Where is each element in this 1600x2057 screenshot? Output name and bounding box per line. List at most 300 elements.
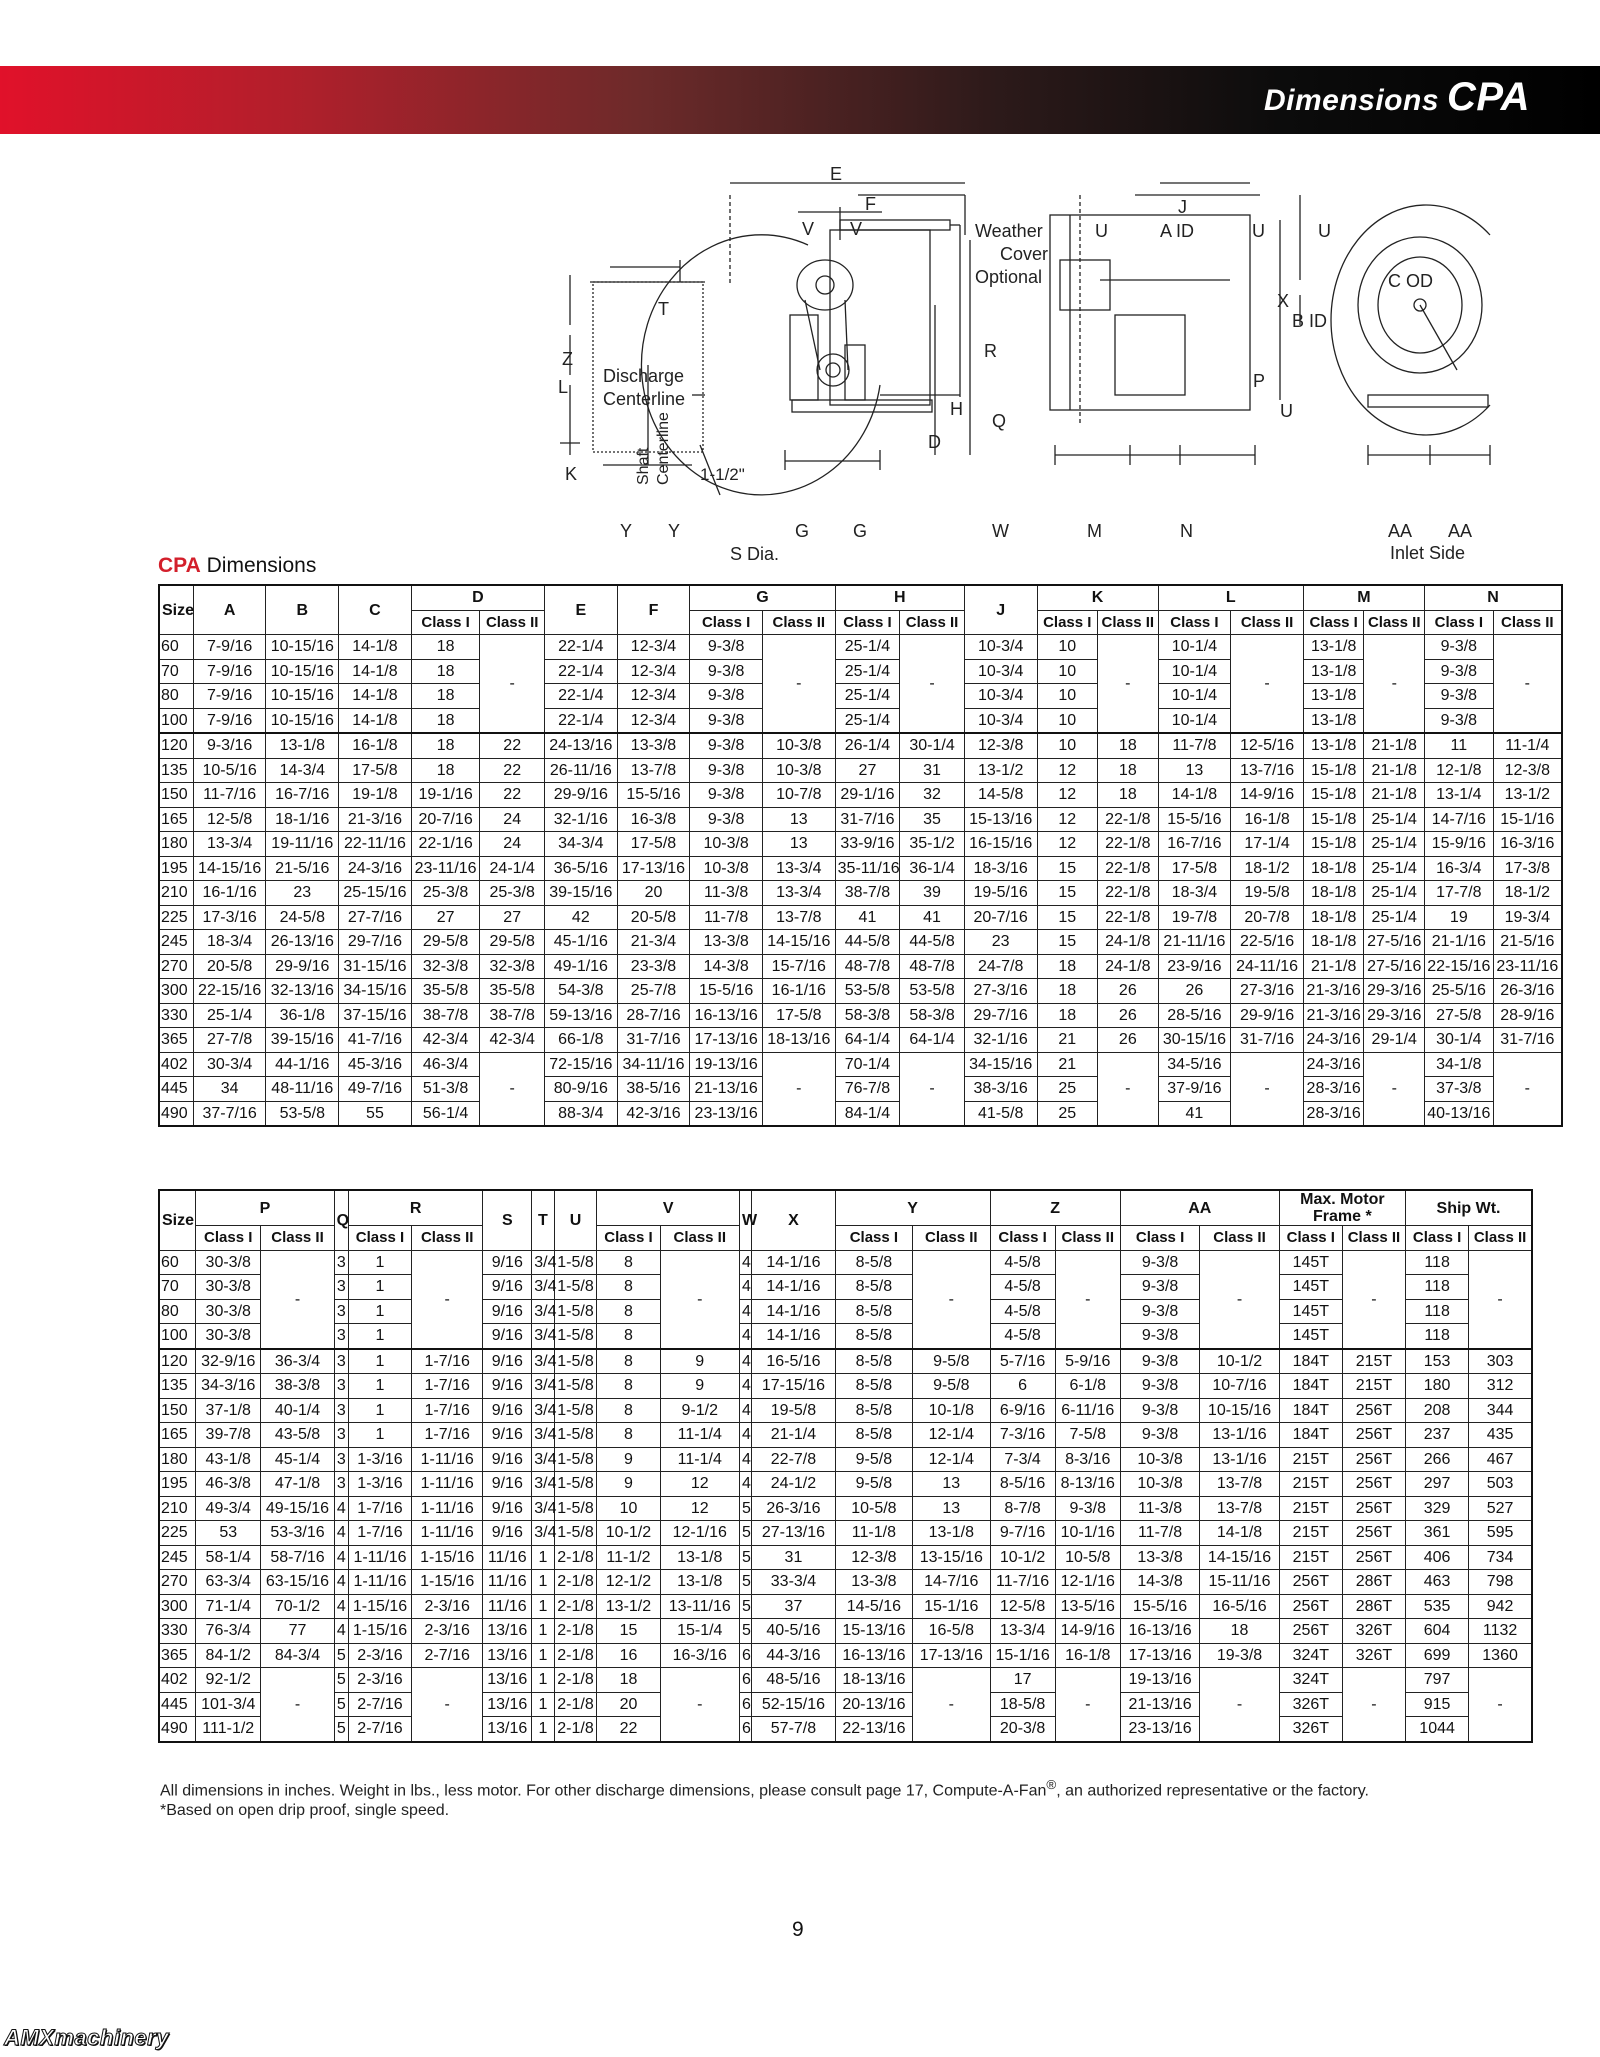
table-cell: 1-11/16 [412, 1496, 483, 1521]
table-cell: 2-7/16 [412, 1643, 483, 1668]
row-size: 60 [159, 1250, 196, 1275]
table-cell: 13-3/4 [762, 881, 835, 906]
table-cell: 18-1/16 [266, 807, 339, 832]
table-cell: 5 [334, 1717, 348, 1742]
table-cell: 118 [1406, 1275, 1469, 1300]
table-cell: 4 [739, 1299, 751, 1324]
table-cell: 53-5/8 [835, 979, 900, 1004]
table-cell: 25-1/4 [1364, 881, 1425, 906]
table-cell: 11-7/16 [193, 783, 266, 808]
table-cell: 72-15/16 [545, 1052, 618, 1077]
table-cell: 37-3/8 [1425, 1077, 1494, 1102]
col2-aa-class2: Class II [1200, 1226, 1279, 1251]
table-cell: 17-13/16 [913, 1643, 990, 1668]
table-cell: 27-3/16 [964, 979, 1037, 1004]
table-cell: 7-9/16 [193, 635, 266, 660]
footnote-1-tail: , an authorized representative or the factory. [1056, 1782, 1369, 1800]
table-cell: 24 [480, 807, 545, 832]
col2-p-class2: Class II [261, 1226, 334, 1251]
table-cell: 23-13/16 [1120, 1717, 1199, 1742]
table-cell: 27 [835, 758, 900, 783]
label-v1: V [802, 219, 815, 239]
table-cell: 3/4 [532, 1374, 554, 1399]
table-row [159, 1545, 1532, 1570]
table-cell: 76-7/8 [835, 1077, 900, 1102]
table-cell: 14-5/16 [835, 1594, 912, 1619]
table-cell: 4 [739, 1349, 751, 1374]
table-cell: 6 [739, 1717, 751, 1742]
table-cell: 9-3/8 [690, 807, 763, 832]
table-row [159, 1052, 1562, 1077]
table-cell: 15 [1037, 930, 1098, 955]
table-cell: 3/4 [532, 1423, 554, 1448]
label-x: X [1277, 291, 1290, 311]
table-cell: 27-7/16 [339, 905, 412, 930]
table-cell: 25-7/8 [617, 979, 690, 1004]
col-l-class1: Class I [1158, 610, 1231, 635]
table-cell: 9-3/8 [690, 635, 763, 660]
table-cell: 11-1/4 [660, 1423, 739, 1448]
table-cell: 3/4 [532, 1472, 554, 1497]
row-size: 300 [159, 1594, 196, 1619]
table-cell: 3/4 [532, 1398, 554, 1423]
table-cell: 13-7/8 [1200, 1472, 1279, 1497]
table-cell: 71-1/4 [196, 1594, 261, 1619]
table-cell: 17 [990, 1668, 1055, 1693]
table-cell: 24-7/8 [964, 954, 1037, 979]
table-cell: 20-5/8 [193, 954, 266, 979]
table-cell: 10 [1037, 733, 1098, 758]
table-cell: 9-5/8 [913, 1374, 990, 1399]
table-cell: 22-1/4 [545, 635, 618, 660]
row-size: 120 [159, 733, 193, 758]
label-u1: U [1095, 221, 1108, 241]
col-d-class2: Class II [480, 610, 545, 635]
table-cell: 10-3/4 [964, 708, 1037, 733]
table-cell: 16-1/8 [1055, 1643, 1120, 1668]
table-row [159, 1447, 1532, 1472]
table-cell: 4 [739, 1250, 751, 1275]
page-number: 9 [792, 1918, 804, 1941]
table-cell: 34-11/16 [617, 1052, 690, 1077]
table-cell: 9/16 [483, 1496, 532, 1521]
table-row [159, 684, 1562, 709]
label-optional: Optional [975, 267, 1043, 287]
table-cell: 344 [1469, 1398, 1532, 1423]
label-h: H [950, 399, 963, 419]
table-cell: 4-5/8 [990, 1275, 1055, 1300]
label-u2: U [1252, 221, 1265, 241]
table-cell: 1-15/16 [412, 1570, 483, 1595]
table-cell: 13-1/4 [1425, 783, 1494, 808]
table-cell: 10-5/16 [193, 758, 266, 783]
dash-cell: - [412, 1250, 483, 1349]
col-g: G [690, 585, 835, 610]
table-row [159, 856, 1562, 881]
table-cell: 34-5/16 [1158, 1052, 1231, 1077]
table-cell: 13-3/8 [835, 1570, 912, 1595]
row-size: 245 [159, 1545, 196, 1570]
label-s-dia: S Dia. [730, 544, 780, 564]
table-cell: 26 [1158, 979, 1231, 1004]
table-cell: 8 [597, 1398, 660, 1423]
dimensions-table-1-body [159, 635, 1562, 1127]
table-cell: 27-5/8 [1425, 1003, 1494, 1028]
table-cell: 22-1/16 [411, 832, 480, 857]
label-discharge: Discharge [603, 366, 685, 386]
table-cell: 21-3/16 [339, 807, 412, 832]
table-cell: 8 [597, 1349, 660, 1374]
table-cell: 10-15/16 [266, 635, 339, 660]
col-n: N [1425, 585, 1562, 610]
table-cell: 19-1/16 [411, 783, 480, 808]
table-cell: 286T [1342, 1570, 1405, 1595]
table-cell: 4 [334, 1619, 348, 1644]
table-cell: 12 [1037, 758, 1098, 783]
table-cell: 11-3/8 [690, 881, 763, 906]
table-cell: 21-11/16 [1158, 930, 1231, 955]
table-cell: 24-11/16 [1231, 954, 1304, 979]
table-cell: 21-5/16 [266, 856, 339, 881]
table-cell: 1-7/16 [348, 1521, 411, 1546]
table-cell: 10 [1037, 684, 1098, 709]
table-cell: 25 [1037, 1101, 1098, 1126]
row-size: 225 [159, 1521, 196, 1546]
table-cell: 39-15/16 [545, 881, 618, 906]
table-cell: 22-15/16 [193, 979, 266, 1004]
table-cell: 44-5/8 [835, 930, 900, 955]
table-cell: 35-11/16 [835, 856, 900, 881]
table-cell: 29-5/8 [411, 930, 480, 955]
table-cell: 12 [1037, 783, 1098, 808]
table-cell: 9-3/8 [1120, 1374, 1199, 1399]
row-size: 70 [159, 1275, 196, 1300]
table-cell: 326T [1342, 1643, 1405, 1668]
row-size: 60 [159, 635, 193, 660]
table-cell: 15-1/8 [1303, 807, 1364, 832]
table-cell: 18 [1200, 1619, 1279, 1644]
table-cell: 16-3/4 [1425, 856, 1494, 881]
table-row [159, 905, 1562, 930]
table-cell: 256T [1279, 1570, 1342, 1595]
table-cell: 9-3/8 [690, 659, 763, 684]
table-cell: 11/16 [483, 1594, 532, 1619]
col2-motor-class2: Class II [1342, 1226, 1405, 1251]
table-row [159, 758, 1562, 783]
table-cell: 15-1/16 [1493, 807, 1562, 832]
col2-ship-class1: Class I [1406, 1226, 1469, 1251]
table-cell: 25-1/4 [835, 708, 900, 733]
table-cell: 11-1/4 [1493, 733, 1562, 758]
table-cell: 29-3/16 [1364, 1003, 1425, 1028]
table-cell: 19-13/16 [1120, 1668, 1199, 1693]
table-cell: 34-1/8 [1425, 1052, 1494, 1077]
table-cell: 9-3/8 [1120, 1349, 1199, 1374]
table-cell: 4 [739, 1374, 751, 1399]
table-cell: 942 [1469, 1594, 1532, 1619]
table-cell: 9-3/8 [690, 708, 763, 733]
table-cell: 23-11/16 [411, 856, 480, 881]
table-cell: 29-9/16 [545, 783, 618, 808]
table-cell: 23-11/16 [1493, 954, 1562, 979]
table-cell: 16-3/8 [617, 807, 690, 832]
row-size: 270 [159, 1570, 196, 1595]
table-cell: 24-3/16 [1303, 1028, 1364, 1053]
table-cell: 11-7/8 [690, 905, 763, 930]
row-size: 80 [159, 1299, 196, 1324]
table-cell: 13 [913, 1472, 990, 1497]
col-l: L [1158, 585, 1303, 610]
table-cell: 10-3/4 [964, 635, 1037, 660]
table-row [159, 1619, 1532, 1644]
col-g-class2: Class II [762, 610, 835, 635]
table-cell: 54-3/8 [545, 979, 618, 1004]
table-cell: 28-9/16 [1493, 1003, 1562, 1028]
table-cell: 256T [1342, 1521, 1405, 1546]
table-cell: 12-5/16 [1231, 733, 1304, 758]
table-cell: 22-1/4 [545, 684, 618, 709]
table-cell: 4 [334, 1545, 348, 1570]
table-cell: 15-1/16 [990, 1643, 1055, 1668]
table-cell: 2-1/8 [554, 1545, 597, 1570]
col2-motor-line1: Max. Motor [1300, 1191, 1385, 1208]
table-cell: 5-7/16 [990, 1349, 1055, 1374]
col-k: K [1037, 585, 1158, 610]
table-cell: 35-1/2 [900, 832, 965, 857]
col2-motor-line2: Frame * [1313, 1208, 1372, 1225]
col2-ship-class2: Class II [1469, 1226, 1532, 1251]
table-cell: 8-7/8 [990, 1496, 1055, 1521]
table-cell: 184T [1279, 1398, 1342, 1423]
table-cell: 18 [1098, 783, 1159, 808]
table-cell: 14-1/8 [1200, 1521, 1279, 1546]
col-h: H [835, 585, 964, 610]
table-row [159, 1374, 1532, 1399]
dash-cell: - [762, 635, 835, 734]
table-cell: 3/4 [532, 1496, 554, 1521]
table-cell: 7-9/16 [193, 684, 266, 709]
table-cell: 29-1/16 [835, 783, 900, 808]
table-cell: 38-3/8 [261, 1374, 334, 1399]
table-cell: 24-1/8 [1098, 954, 1159, 979]
table-cell: 9/16 [483, 1447, 532, 1472]
label-aa2: AA [1448, 521, 1473, 541]
table-cell: 36-1/4 [900, 856, 965, 881]
col2-z-class1: Class I [990, 1226, 1055, 1251]
table-cell: 15 [1037, 905, 1098, 930]
col2-y: Y [835, 1190, 990, 1226]
table-row [159, 708, 1562, 733]
table-cell: 1 [532, 1717, 554, 1742]
table-cell: 8-5/8 [835, 1275, 912, 1300]
row-size: 180 [159, 832, 193, 857]
table-cell: 4 [334, 1496, 348, 1521]
table-cell: 23-3/8 [617, 954, 690, 979]
row-size: 490 [159, 1717, 196, 1742]
label-k: K [565, 464, 578, 484]
table-cell: 215T [1342, 1349, 1405, 1374]
table-cell: 49-15/16 [261, 1496, 334, 1521]
table-cell: 29-3/16 [1364, 979, 1425, 1004]
table-cell: 36-3/4 [261, 1349, 334, 1374]
table-cell: 9/16 [483, 1349, 532, 1374]
table-cell: 1-5/8 [554, 1423, 597, 1448]
col-h-class2: Class II [900, 610, 965, 635]
row-size: 150 [159, 1398, 196, 1423]
table-cell: 13-3/8 [617, 733, 690, 758]
table-cell: 26-13/16 [266, 930, 339, 955]
table-cell: 26-11/16 [545, 758, 618, 783]
footnote-1 [160, 1775, 1369, 1801]
table-cell: 24-1/2 [752, 1472, 836, 1497]
table-row [159, 1521, 1532, 1546]
table-cell: 10-7/16 [1200, 1374, 1279, 1399]
table-cell: 31 [900, 758, 965, 783]
dash-cell: - [1364, 635, 1425, 734]
table-cell: 84-1/4 [835, 1101, 900, 1126]
label-q: Q [992, 411, 1007, 431]
table-cell: 6 [990, 1374, 1055, 1399]
table-cell: 329 [1406, 1496, 1469, 1521]
table-cell: 9-3/8 [1120, 1324, 1199, 1349]
table-cell: 45-1/4 [261, 1447, 334, 1472]
table-cell: 11/16 [483, 1545, 532, 1570]
table-cell: 15-11/16 [1200, 1570, 1279, 1595]
table-cell: 26-1/4 [835, 733, 900, 758]
table-cell: 31-7/16 [835, 807, 900, 832]
table-cell: 21-5/16 [1493, 930, 1562, 955]
table-cell: 30-3/8 [196, 1275, 261, 1300]
table-cell: 8-5/8 [835, 1398, 912, 1423]
label-g1: G [795, 521, 810, 541]
table-cell: 25-1/4 [1364, 856, 1425, 881]
label-aa1: AA [1388, 521, 1413, 541]
table-cell: 23 [964, 930, 1037, 955]
table-cell: 17-7/8 [1425, 881, 1494, 906]
table-row [159, 733, 1562, 758]
table-cell: 1-7/16 [412, 1374, 483, 1399]
table-cell: 4 [739, 1275, 751, 1300]
table-cell: 215T [1279, 1521, 1342, 1546]
table-cell: 13/16 [483, 1619, 532, 1644]
table-cell: 16-5/8 [913, 1619, 990, 1644]
col2-aa: AA [1120, 1190, 1279, 1226]
table-cell: 326T [1279, 1717, 1342, 1742]
table-cell: 9-3/8 [1120, 1250, 1199, 1275]
label-shaft-centerline: Centerline [655, 412, 672, 485]
table-cell: 20-5/8 [617, 905, 690, 930]
table-cell: 16-13/16 [1120, 1619, 1199, 1644]
table-cell: 16-13/16 [835, 1643, 912, 1668]
table-cell: 24-3/16 [1303, 1052, 1364, 1077]
table-cell: 2-1/8 [554, 1692, 597, 1717]
table-cell: 12 [1037, 832, 1098, 857]
table-cell: 18 [411, 659, 480, 684]
table-cell: 39 [900, 881, 965, 906]
table-cell: 7-9/16 [193, 659, 266, 684]
table-cell: 57-7/8 [752, 1717, 836, 1742]
table-cell: 13-7/8 [762, 905, 835, 930]
table-cell: 18 [1037, 979, 1098, 1004]
table-cell: 26-3/16 [1493, 979, 1562, 1004]
table-cell: 21-1/8 [1303, 954, 1364, 979]
table-cell: 3 [334, 1447, 348, 1472]
table-cell: 1 [348, 1423, 411, 1448]
table-cell: 38-7/8 [411, 1003, 480, 1028]
table-cell: 5 [739, 1570, 751, 1595]
table-cell: 21-13/16 [690, 1077, 763, 1102]
table-cell: 3 [334, 1250, 348, 1275]
table-cell: 22-5/16 [1231, 930, 1304, 955]
table-cell: 13-11/16 [660, 1594, 739, 1619]
row-size: 445 [159, 1077, 193, 1102]
col-k-class2: Class II [1098, 610, 1159, 635]
table-cell: 64-1/4 [900, 1028, 965, 1053]
table-cell: 43-1/8 [196, 1447, 261, 1472]
table-cell: 118 [1406, 1324, 1469, 1349]
label-f: F [865, 194, 876, 214]
table-cell: 13-3/8 [1120, 1545, 1199, 1570]
table-cell: 53 [196, 1521, 261, 1546]
table-cell: 30-3/8 [196, 1299, 261, 1324]
table-cell: 467 [1469, 1447, 1532, 1472]
table-cell: 49-7/16 [339, 1077, 412, 1102]
table-cell: 8 [597, 1299, 660, 1324]
table-cell: 17-1/4 [1231, 832, 1304, 857]
table-cell: 1 [348, 1275, 411, 1300]
table-cell: 8 [597, 1324, 660, 1349]
table-cell: 12 [660, 1472, 739, 1497]
table-cell: 1-11/16 [412, 1472, 483, 1497]
label-t: T [658, 299, 669, 319]
table-cell: 22-7/8 [752, 1447, 836, 1472]
table-cell: 37-9/16 [1158, 1077, 1231, 1102]
dimensions-table-1 [158, 584, 1563, 1127]
col2-motor-class1: Class I [1279, 1226, 1342, 1251]
table-cell: 14-7/16 [913, 1570, 990, 1595]
table-cell: 1132 [1469, 1619, 1532, 1644]
table-cell: 10-15/16 [266, 684, 339, 709]
table-cell: 42-3/4 [480, 1028, 545, 1053]
table-cell: 25-1/4 [1364, 807, 1425, 832]
table-cell: 13-5/16 [1055, 1594, 1120, 1619]
table-cell: 118 [1406, 1250, 1469, 1275]
table-cell: 1 [532, 1619, 554, 1644]
table-cell: 11-3/8 [1120, 1496, 1199, 1521]
table-cell: 21-1/8 [1364, 758, 1425, 783]
table-cell: 10-1/2 [990, 1545, 1055, 1570]
table-cell: 53-3/16 [261, 1521, 334, 1546]
dash-cell: - [480, 1052, 545, 1126]
table-cell: 41-5/8 [964, 1101, 1037, 1126]
table-cell: 13-1/8 [1303, 635, 1364, 660]
col2-q: Q [334, 1190, 348, 1250]
label-v2: V [850, 219, 863, 239]
dash-cell: - [1098, 1052, 1159, 1126]
table-cell: 1-7/16 [412, 1349, 483, 1374]
table-cell: 19-5/16 [964, 881, 1037, 906]
table-cell: 13 [1158, 758, 1231, 783]
table-cell: 3 [334, 1349, 348, 1374]
table-cell: 12-1/8 [1425, 758, 1494, 783]
table-cell: 26 [1098, 1028, 1159, 1053]
table-cell: 17-13/16 [690, 1028, 763, 1053]
table-cell: 1 [348, 1324, 411, 1349]
table-cell: 12-3/4 [617, 635, 690, 660]
table-cell: 1-3/16 [348, 1472, 411, 1497]
table-cell: 14-5/8 [964, 783, 1037, 808]
table-cell: 1 [532, 1692, 554, 1717]
